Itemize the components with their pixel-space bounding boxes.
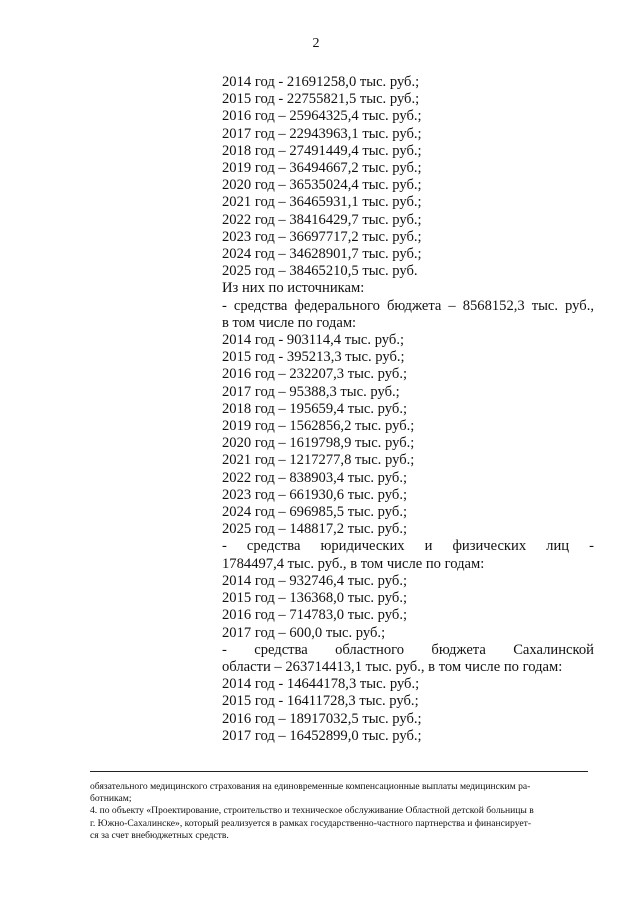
footnote-line: г. Южно-Сахалинске», который реализуется в рамках государственно-частного партнерства и финансирует- bbox=[90, 817, 532, 829]
year-line: 2023 год – 661930,6 тыс. руб.; bbox=[222, 486, 408, 503]
page-number: 2 bbox=[312, 36, 320, 51]
year-line: 2020 год – 1619798,9 тыс. руб.; bbox=[222, 435, 415, 452]
federal-budget-subtitle: в том числе по годам: bbox=[222, 314, 357, 331]
word: областного bbox=[335, 641, 405, 658]
year-line: 2015 год - 22755821,5 тыс. руб.; bbox=[222, 91, 420, 108]
year-line: 2022 год – 38416429,7 тыс. руб.; bbox=[222, 211, 422, 228]
word: бюджета bbox=[431, 641, 486, 658]
year-line: 2019 год – 36494667,2 тыс. руб.; bbox=[222, 160, 422, 177]
legal-entities-heading bbox=[222, 538, 594, 555]
year-line: 2016 год – 232207,3 тыс. руб.; bbox=[222, 366, 408, 383]
year-line: 2018 год – 195659,4 тыс. руб.; bbox=[222, 400, 408, 417]
year-line: 2016 год – 714783,0 тыс. руб.; bbox=[222, 607, 408, 624]
total-funding-by-year bbox=[222, 74, 594, 280]
word: юридических bbox=[320, 538, 405, 555]
federal-budget-section bbox=[222, 298, 594, 539]
year-line: 2017 год – 22943963,1 тыс. руб.; bbox=[222, 125, 422, 142]
year-line: 2017 год – 600,0 тыс. руб.; bbox=[222, 624, 386, 641]
year-line: 2014 год - 903114,4 тыс. руб.; bbox=[222, 332, 405, 349]
year-line: 2024 год – 34628901,7 тыс. руб.; bbox=[222, 246, 422, 263]
year-line: 2015 год - 16411728,3 тыс. руб.; bbox=[222, 693, 419, 710]
word: и bbox=[424, 538, 433, 555]
word: - bbox=[222, 538, 227, 555]
word: физических bbox=[452, 538, 527, 555]
year-line: 2017 год – 16452899,0 тыс. руб.; bbox=[222, 727, 422, 744]
federal-budget-total: - средства федерального бюджета – 8568152,3 тыс. руб., bbox=[222, 297, 594, 314]
document-body bbox=[222, 74, 594, 745]
year-line: 2021 год – 1217277,8 тыс. руб.; bbox=[222, 452, 415, 469]
word: средства bbox=[246, 538, 301, 555]
footnote-line: ботникам; bbox=[90, 793, 132, 805]
legal-entities-section bbox=[222, 538, 594, 641]
sources-heading: Из них по источникам: bbox=[222, 280, 365, 297]
year-line: 2022 год – 838903,4 тыс. руб.; bbox=[222, 469, 408, 486]
year-line: 2014 год - 14644178,3 тыс. руб.; bbox=[222, 676, 420, 693]
word: Сахалинской bbox=[513, 641, 594, 658]
footnote-divider bbox=[90, 771, 588, 772]
year-line: 2015 год - 395213,3 тыс. руб.; bbox=[222, 349, 405, 366]
year-line: 2020 год – 36535024,4 тыс. руб.; bbox=[222, 177, 422, 194]
year-line: 2018 год – 27491449,4 тыс. руб.; bbox=[222, 142, 422, 159]
year-line: 2019 год – 1562856,2 тыс. руб.; bbox=[222, 418, 415, 435]
footnote-line: 4. по объекту «Проектирование, строительство и техническое обслуживание Областной детской больницы в bbox=[90, 805, 534, 817]
word: - bbox=[589, 538, 594, 555]
year-line: 2021 год – 36465931,1 тыс. руб.; bbox=[222, 194, 422, 211]
year-line: 2024 год – 696985,5 тыс. руб.; bbox=[222, 504, 408, 521]
year-line: 2014 год - 21691258,0 тыс. руб.; bbox=[222, 74, 420, 90]
year-line: 2016 год – 25964325,4 тыс. руб.; bbox=[222, 108, 422, 125]
footnote-line: ся за счет внебюджетных средств. bbox=[90, 829, 229, 841]
year-line: 2017 год – 95388,3 тыс. руб.; bbox=[222, 383, 400, 400]
year-line: 2023 год – 36697717,2 тыс. руб.; bbox=[222, 228, 422, 245]
footnote-line: обязательного медицинского страхования на единовременные компенсационные выплаты медицинским ра- bbox=[90, 781, 531, 792]
word: - bbox=[222, 641, 227, 658]
regional-budget-section bbox=[222, 642, 594, 745]
footnotes bbox=[90, 781, 588, 842]
year-line: 2025 год – 38465210,5 тыс. руб. bbox=[222, 263, 418, 280]
legal-entities-total: 1784497,4 тыс. руб., в том числе по годам: bbox=[222, 555, 485, 572]
word: лиц bbox=[546, 538, 570, 555]
word: средства bbox=[254, 641, 308, 658]
year-line: 2014 год – 932746,4 тыс. руб.; bbox=[222, 572, 408, 589]
year-line: 2025 год – 148817,2 тыс. руб.; bbox=[222, 521, 408, 538]
regional-budget-total: области – 263714413,1 тыс. руб., в том числе по годам: bbox=[222, 658, 563, 675]
year-line: 2015 год – 136368,0 тыс. руб.; bbox=[222, 590, 408, 607]
year-line: 2016 год – 18917032,5 тыс. руб.; bbox=[222, 710, 422, 727]
regional-budget-heading bbox=[222, 642, 594, 659]
